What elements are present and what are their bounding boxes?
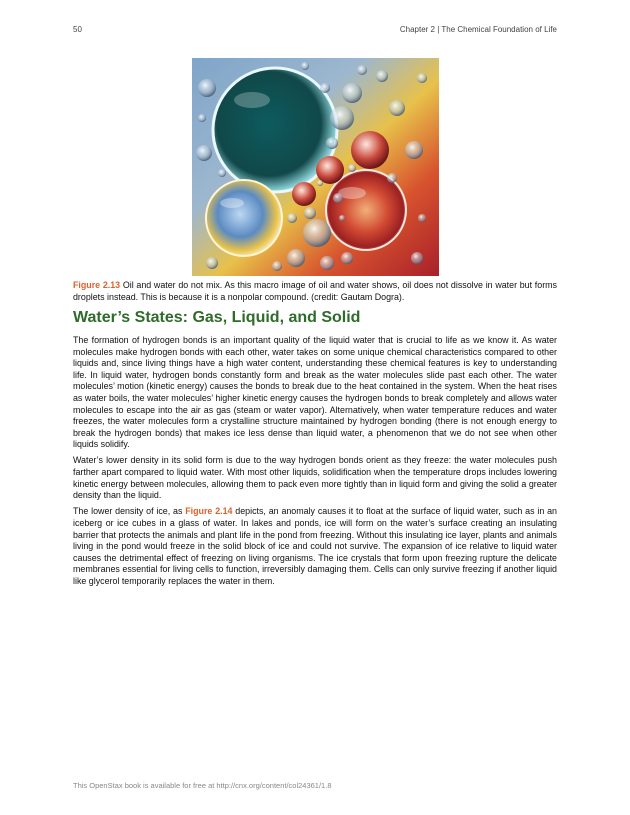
figure-caption [73,279,557,303]
figure-2-14-link[interactable]: Figure 2.14 [185,506,233,517]
figure-caption-text: Oil and water do not mix. As this macro image of oil and water shows, oil does not dissolve in water but forms droplets instead. This is because it is a nonpolar compound. (credit: Gautam Dogra). [73,280,557,302]
oil-water-droplets-image [192,58,439,276]
paragraph-1: The formation of hydrogen bonds is an important quality of the liquid water that is crucial to life as we know it. As water molecules make hydrogen bonds with each other, water takes on some unique chemical characteristics compared to other liquids and, since living things have a high water content, understanding these chemical features is key to understanding life. In liquid water, hydrogen bonds constantly form and break as the water molecules slide past each other. The water molecules’ motion (kinetic energy) causes the bonds to break due to the heat contained in the system. When the heat rises as water boils, the water molecules’ higher kinetic energy causes the hydrogen bonds to break completely and allows water molecules to escape into the air as gas (steam or water vapor). Alternatively, when water temperature reduces and water freezes, the water molecules form a crystalline structure maintained by hydrogen bonding (there is not enough energy to break the hydrogen bonds) that makes ice less dense than liquid water, a phenomenon that we do not see when other liquids solidify. [73,335,557,450]
page-number: 50 [73,25,82,34]
paragraph-2: Water’s lower density in its solid form is due to the way hydrogen bonds orient as they freeze: the water molecules push farther apart compared to liquid water. With most other liquids, solidification when the temperature drops includes lowering kinetic energy between molecules, allowing them to pack even more tightly than in liquid form and giving the solid a greater density than the liquid. [73,455,557,501]
paragraph-3-end: depicts, an anomaly causes it to float at the surface of liquid water, such as in an iceberg or ice cubes in a glass of water. In lakes and ponds, ice will form on the water’s surface creating an insulating barrier that protects the animals and plant life in the pond from freezing. Without this insulating ice layer, plants and animals living in the pond would freeze in the solid block of ice and could not survive. The expansion of ice relative to liquid water causes the detrimental effect of freezing on living organisms. The ice crystals that form upon freezing rupture the delicate membranes essential for living cells to function, irreversibly damaging them. Cells can only survive freezing if another liquid like glycerol temporarily replaces the water in them. [73,506,557,586]
section-heading: Water’s States: Gas, Liquid, and Solid [73,309,361,326]
figure-label: Figure 2.13 [73,280,121,290]
running-header: Chapter 2 | The Chemical Foundation of Life [399,25,557,34]
footer-note: This OpenStax book is available for free at http://cnx.org/content/col24361/1.8 [73,781,332,790]
body-text [73,335,557,592]
paragraph-3 [73,506,557,587]
paragraph-3-start: The lower density of ice, as [73,506,186,517]
